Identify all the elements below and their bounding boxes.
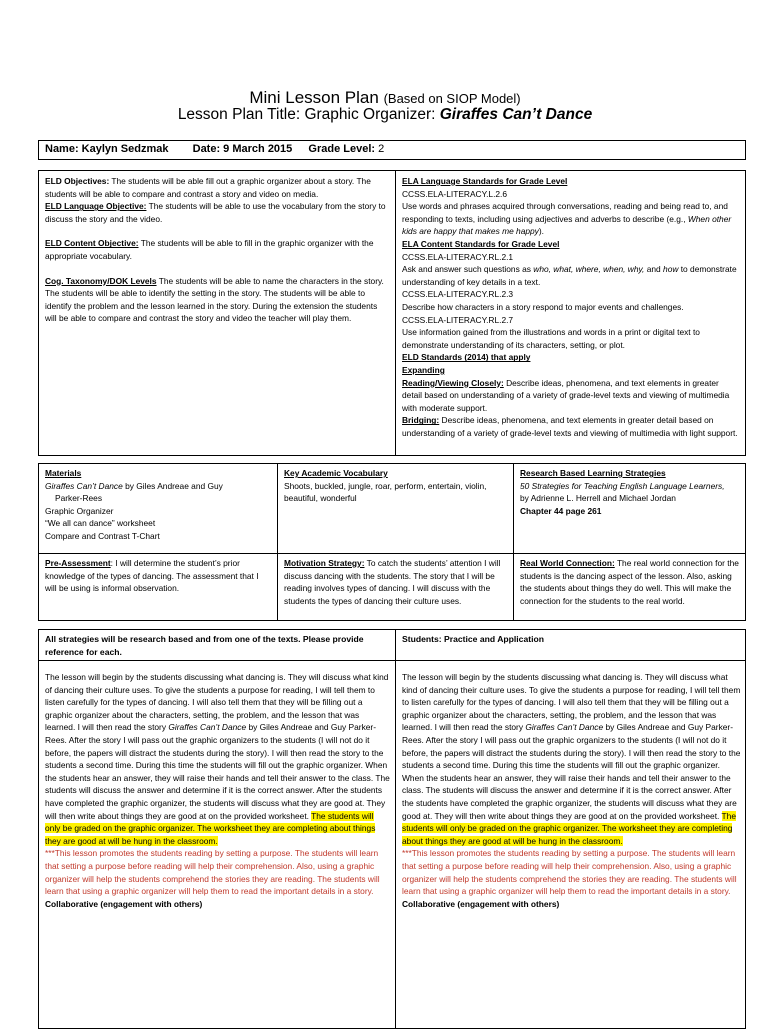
strategies-left-body: The lesson will begin by the students discussing what dancing is. They will discuss what kind of dancing their culture uses. To give the students a purpose for reading, I will tell them to listen carefully for the types of dancing. I will also tell them that they will be filling out a graphic organizer about the characters, setting, the problem, and the lesson that was learned. I will then read the story Giraffes Can’t Dance by Giles Andreae and Guy Parker-Rees. After the story I will pass out the graphic organizers to the students (I will not do it before, the papers will distract the students during the story). I will then read the story to the students a second time. During this time the students will fill out the graphic organizer. When the students hear an answer, they will raise their hands and tell their answer to the class. The students will discuss the answer and determine if it is the correct answer. After the students have completed the graphic organizer, the students will discuss what they are good at. They will then write about things they are good at on the provided worksheet. The students will only be graded on the graphic organizer. The worksheet they are completing about things they are good at will be hung in the classroom. ***This lesson promotes the students reading by setting a purpose. The students will learn that setting a purpose before reading will help their comprehension. Also, using a graphic organizer will help the students comprehend the stories they are reading. The students will learn that using a graphic organizer will help them to read the important details in a story. Collaborative (engagement with others) — [45, 672, 390, 909]
grade-value: 2 — [378, 143, 385, 155]
standards-cell: ELA Language Standards for Grade Level CCSS.ELA-LITERACY.L.2.6 Use words and phrases acquired through conversations, reading and being read to, and responding to texts, including using adjectives and adverbs to describe (e.g., When other kids are happy that makes me happy). ELA Content Standards for Grade Level CCSS.ELA-LITERACY.RL.2.1 Ask and answer such questions as who, what, where, when, why, and how to demonstrate understanding of key details in a text. CCSS.ELA-LITERACY.RL.2.3 Describe how characters in a story respond to major events and challenges. CCSS.ELA-LITERACY.RL.2.7 Use information gained from the illustrations and words in a print or digital text to demonstrate understanding of its characters, setting, or plot. ELD Standards (2014) that apply Expanding Reading/Viewing Closely: Describe ideas, phenomena, and text elements in greater detail based on understanding of a variety of grade-level texts and viewing of multimedia with moderate support. Bridging: Describe ideas, phenomena, and text elements in greater detail based on understanding of a variety of grade-level texts and viewing of multimedia with light support. — [402, 176, 738, 438]
objectives-cell: ELD Objectives: The students will be able fill out a graphic organizer about a story. The students will be able to compare and contrast a story and video on media. ELD Language Objective: The students will be able to use the vocabulary from the story to discuss the story and the video. ELD Content Objective: The students will be able to fill in the graphic organizer with the appropriate vocabulary. Cog. Taxonomy/DOK Levels The students will be able to name the characters in the story. The students will be able to identify the setting in the story. The students will be able to identify the problem and the lesson learned in the story. During the extension the students will be able to compare and contrast the story and video the teacher will play them. — [45, 176, 386, 324]
realworld-cell: Real World Connection: The real world connection for the students is the dancing aspect of the lesson. Also, asking the students about things they do well. This will make the connection for the students to the real world. — [520, 558, 739, 606]
lesson-plan-title: Lesson Plan Title: Graphic Organizer: Giraffes Can’t Dance — [177, 106, 593, 123]
strategies-left-heading: All strategies will be research based and from one of the texts. Please provide reference for each. — [45, 634, 364, 657]
lesson-date: Date: 9 March 2015 — [192, 143, 293, 155]
materials-cell: Materials Giraffes Can’t Dance by Giles Andreae and Guy Parker-Rees Graphic Organizer “We all can dance” worksheet Compare and Contrast T-Chart — [45, 468, 223, 541]
teacher-name: Name: Kaylyn Sedzmak — [45, 143, 169, 155]
preassessment-cell: Pre-Assessment: I will determine the student’s prior knowledge of the types of dancing. The assessment that I will be using is informal observation. — [45, 558, 259, 594]
book-title: Giraffes Can’t Dance — [439, 106, 593, 123]
title-sub: (Based on SIOP Model) — [383, 91, 521, 106]
motivation-cell: Motivation Strategy: To catch the students’ attention I will discuss dancing with the students. The story that I will be reading involves types of dancing. I will discuss with the students the types of dancing their culture uses. — [284, 558, 501, 606]
research-cell: Research Based Learning Strategies 50 Strategies for Teaching English Language Learners, by Adrienne L. Herrell and Michael Jordan Chapter 44 page 261 — [520, 468, 725, 516]
grade-label: Grade Level: — [308, 143, 376, 155]
lesson-plan-heading — [0, 88, 770, 108]
title-main: Mini Lesson Plan — [249, 88, 379, 107]
info-bar — [38, 140, 746, 160]
strategies-right-heading: Students: Practice and Application — [402, 634, 544, 644]
vocabulary-cell: Key Academic Vocabulary Shoots, buckled, jungle, roar, perform, entertain, violin, beautiful, wonderful — [284, 468, 487, 504]
strategies-right-body: The lesson will begin by the students discussing what dancing is. They will discuss what kind of dancing their culture uses. To give the students a purpose for reading, I will tell them to listen carefully for the types of dancing. I will also tell them that they will be filling out a graphic organizer about the characters, setting, the problem, and the lesson that was learned. I will then read the story Giraffes Can’t Dance by Giles Andreae and Guy Parker-Rees. After the story I will pass out the graphic organizers to the students (I will not do it before, the papers will distract the students during the story). I will then read the story to the students a second time. During this time the students will fill out the graphic organizer. When the students hear an answer, they will raise their hands and tell their answer to the class. The students will discuss the answer and determine if it is the correct answer. After the students have completed the graphic organizer, the students will discuss what they are good at. They will then write about things they are good at on the provided worksheet. The students will only be graded on the graphic organizer. The worksheet they are completing about things they are good at will be hung in the classroom. ***This lesson promotes the students reading by setting a purpose. The students will learn that setting a purpose before reading will help their comprehension. Also, using a graphic organizer will help the students comprehend the stories they are reading. The students will learn that using a graphic organizer will help them to read the important details in a story. Collaborative (engagement with others) — [402, 672, 741, 909]
